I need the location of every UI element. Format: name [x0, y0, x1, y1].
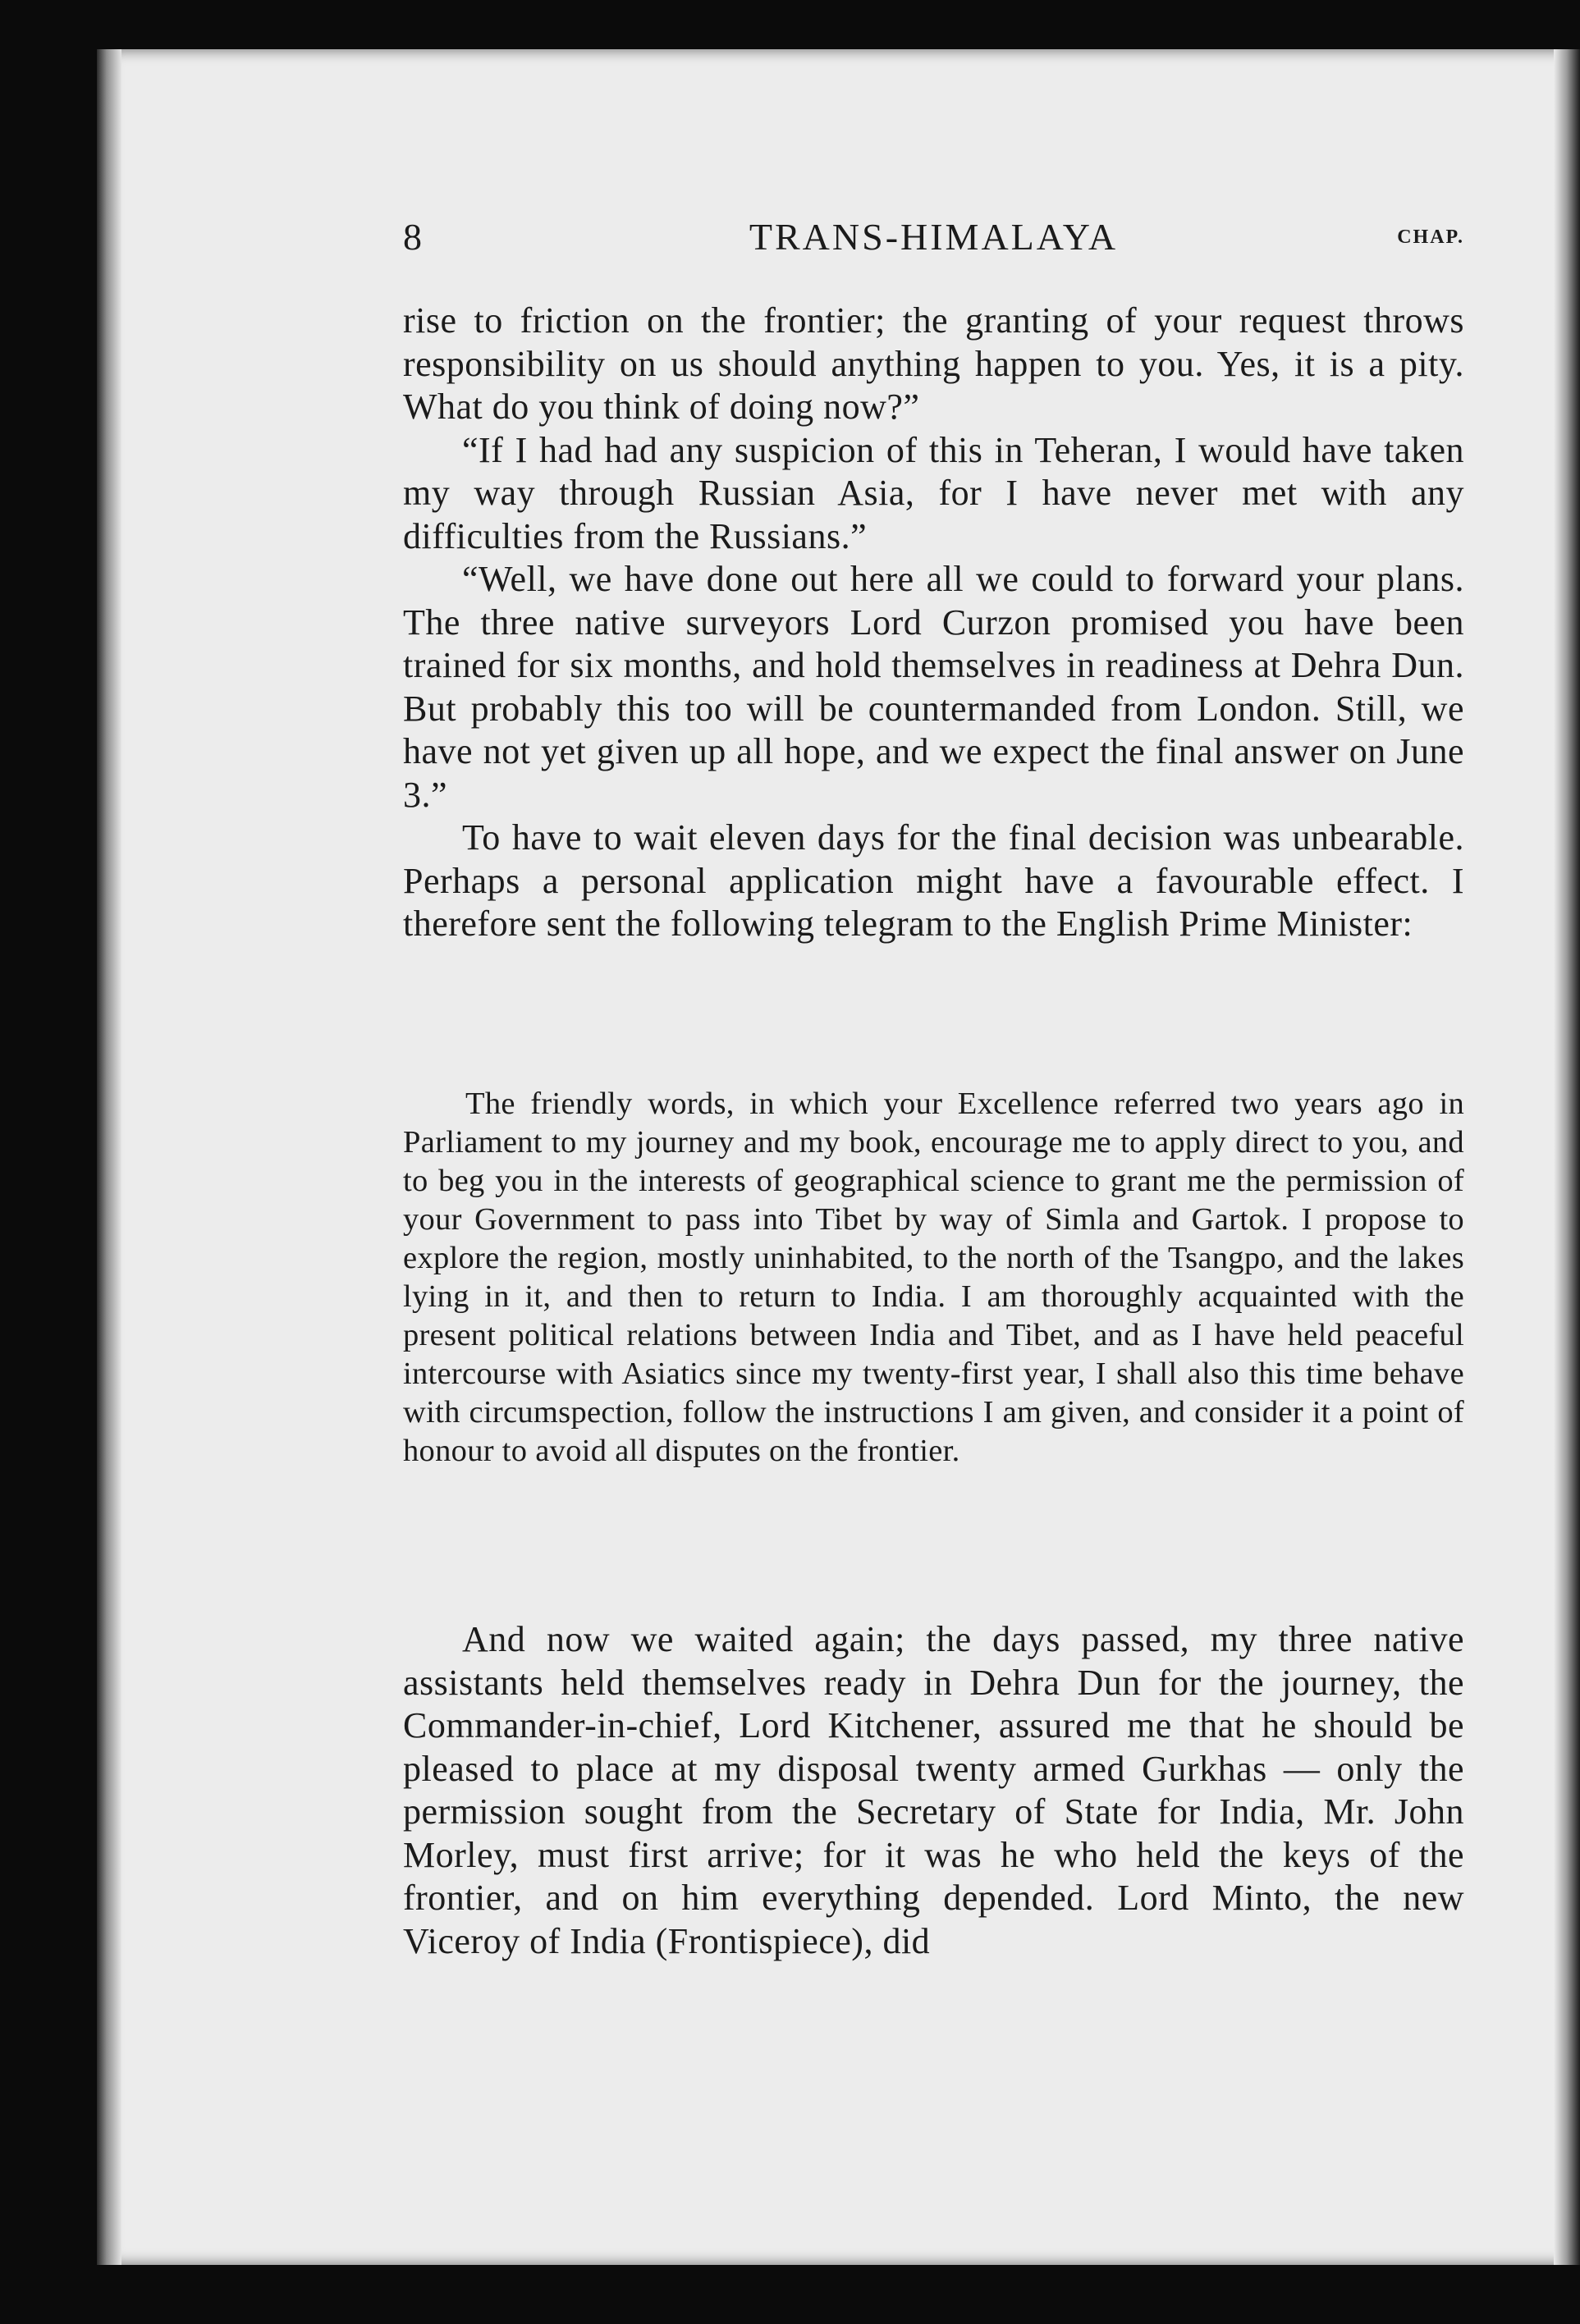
paragraph-reply: “If I had had any suspicion of this in Teheran, I would have taken my way through Russian Asia, for I have never met with any difficulties from the Russians.”	[403, 429, 1464, 556]
main-body	[403, 300, 1464, 946]
running-head	[403, 215, 1464, 264]
running-title: TRANS-HIMALAYA	[749, 216, 1119, 258]
paragraph-waiting: And now we waited again; the days passed, my three native assistants held themselves ready in Dehra Dun for the journey, the Commander-in-chief, Lord Kitchener, assured me that he should be pleased to place at my disposal twenty armed Gurkhas — only the permission sought from the Secretary of State for India, Mr. John Morley, must first arrive; for it was he who held the keys of the frontier, and on him everything depended. Lord Minto, the new Viceroy of India (Frontispiece), did	[403, 1619, 1464, 1961]
telegram-quote	[403, 1085, 1464, 1471]
closing-body	[403, 1618, 1464, 1963]
paragraph-continuation: rise to friction on the frontier; the granting of your request throws responsibility on us should anything happen to you. Yes, it is a pity. What do you think of doing now?”	[403, 300, 1464, 427]
page-number: 8	[403, 216, 422, 258]
paragraph-telegram-intro: To have to wait eleven days for the final decision was unbearable. Perhaps a personal application might have a favourable effect. I therefore sent the following telegram to the English Prime Minister:	[403, 817, 1464, 944]
paragraph-viceroy-response: “Well, we have done out here all we could to forward your plans. The three native surveyors Lord Curzon promised you have been trained for six months, and hold themselves in readiness at Dehra Dun. But probably this too will be countermanded from London. Still, we have not yet given up all hope, and we expect the final answer on June 3.”	[403, 559, 1464, 815]
telegram-text: The friendly words, in which your Excellence referred two years ago in Parliament to my journey and my book, encourage me to apply direct to you, and to beg you in the interests of geographical science to grant me the permission of your Government to pass into Tibet by way of Simla and Gartok. I propose to explore the region, mostly uninhabited, to the north of the Tsangpo, and the lakes lying in it, and then to return to India. I am thoroughly acquainted with the present political relations between India and Tibet, and as I have held peaceful intercourse with Asiatics since my twenty-first year, I shall also this time behave with circumspection, follow the instructions I am given, and consider it a point of honour to avoid all disputes on the frontier.	[403, 1087, 1464, 1468]
chapter-label: CHAP.	[1397, 226, 1464, 248]
